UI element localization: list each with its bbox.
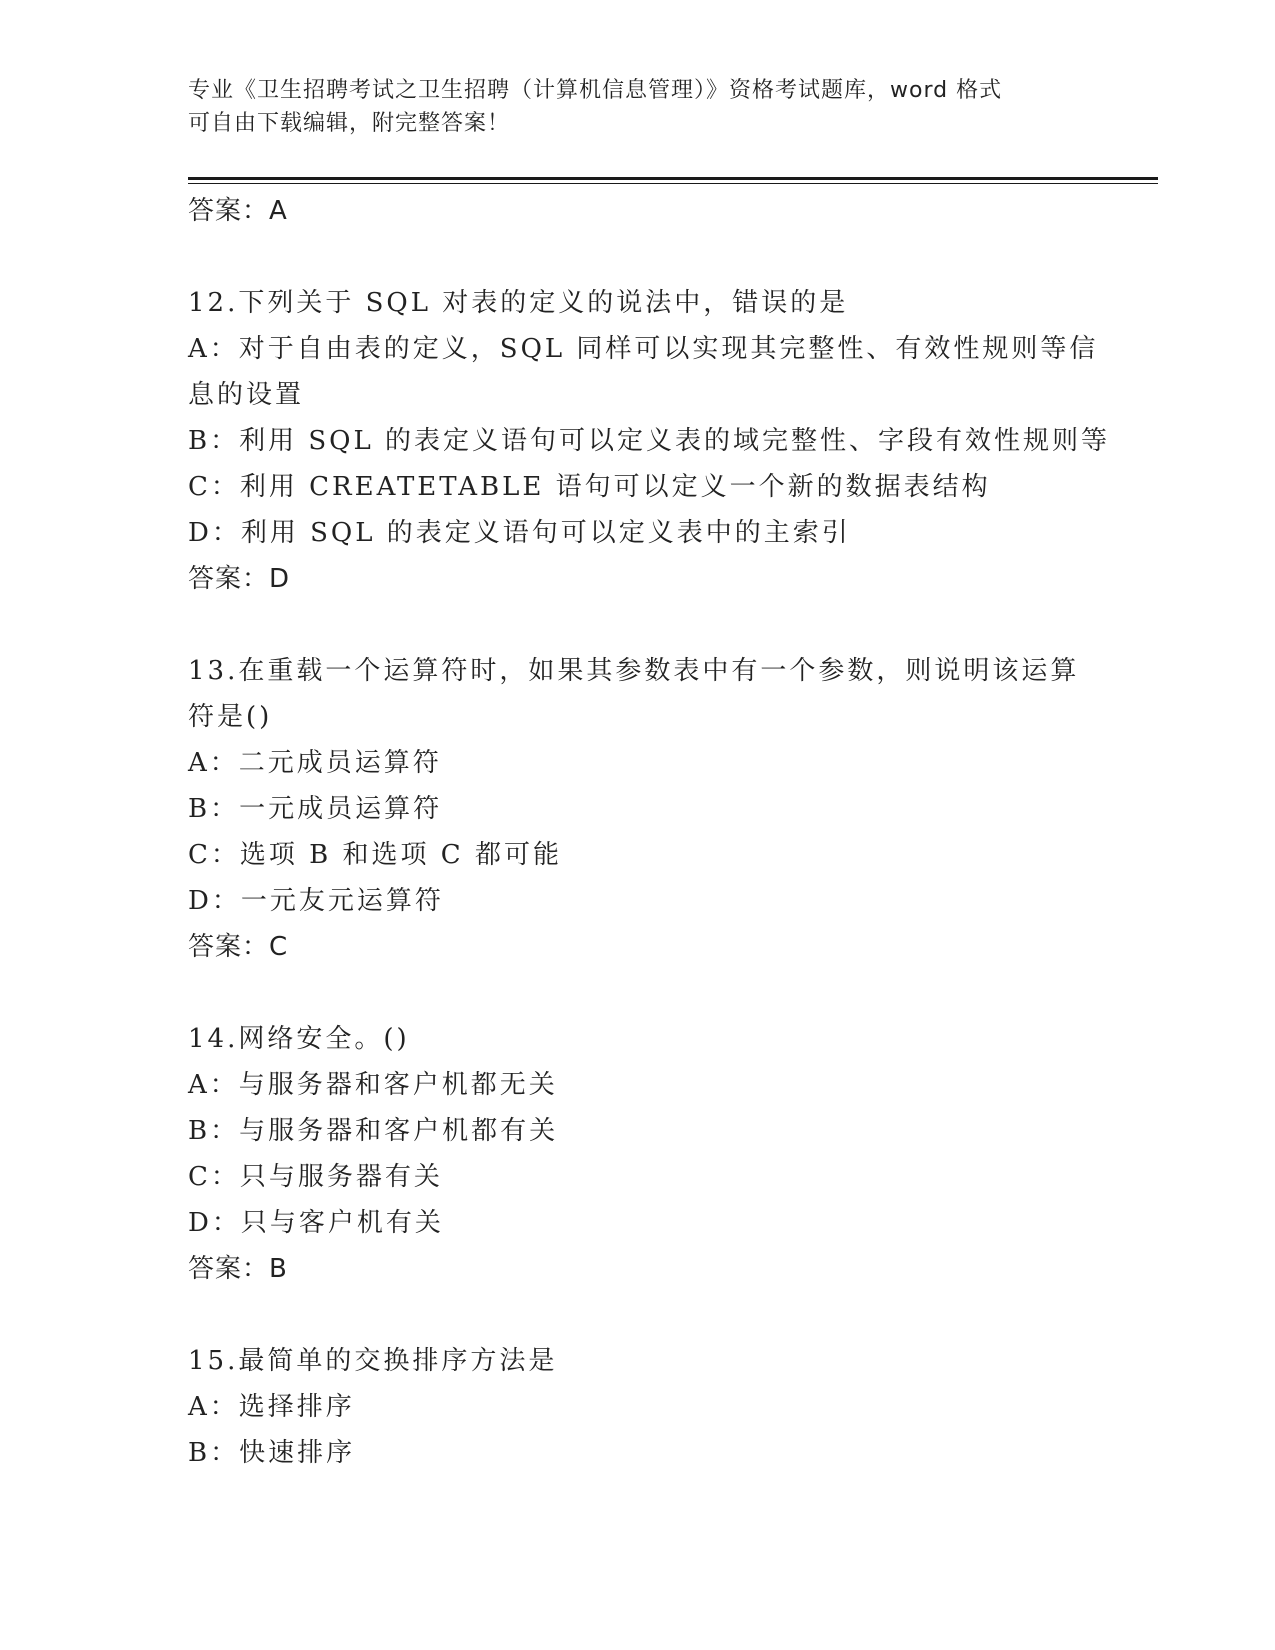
answer: 答案：C	[188, 932, 289, 962]
option-d: D：一元友元运算符	[188, 886, 444, 916]
question-title-continued: 符是()	[188, 702, 273, 732]
question-title: 14.网络安全。()	[188, 1024, 410, 1054]
option-a: A：二元成员运算符	[188, 748, 442, 778]
question-title: 13.在重载一个运算符时，如果其参数表中有一个参数，则说明该运算	[188, 656, 1080, 686]
option-a-continued: 息的设置	[188, 380, 305, 410]
question-14	[188, 1016, 1088, 1292]
question-content	[188, 188, 1111, 1476]
option-c: C：选项 B 和选项 C 都可能	[188, 840, 562, 870]
header-line-1: 专业《卫生招聘考试之卫生招聘（计算机信息管理）》资格考试题库，word 格式	[188, 78, 1003, 103]
option-c: C：只与服务器有关	[188, 1162, 443, 1192]
option-d: D：只与客户机有关	[188, 1208, 444, 1238]
question-title: 15.最简单的交换排序方法是	[188, 1346, 558, 1376]
spacer	[188, 234, 1088, 280]
question-title: 12.下列关于 SQL 对表的定义的说法中，错误的是	[188, 288, 849, 318]
option-a: A：与服务器和客户机都无关	[188, 1070, 558, 1100]
question-13	[188, 648, 1088, 970]
option-a: A：选择排序	[188, 1392, 355, 1422]
document-header	[188, 74, 1068, 140]
question-12	[188, 280, 1111, 602]
option-c: C：利用 CREATETABLE 语句可以定义一个新的数据表结构	[188, 472, 991, 502]
header-divider-thick	[188, 177, 1158, 180]
question-15	[188, 1338, 1088, 1476]
spacer	[188, 602, 1088, 648]
option-b: B：利用 SQL 的表定义语句可以定义表的域完整性、字段有效性规则等	[188, 426, 1111, 456]
spacer	[188, 1292, 1088, 1338]
spacer	[188, 970, 1088, 1016]
option-b: B：快速排序	[188, 1438, 356, 1468]
option-b: B：一元成员运算符	[188, 794, 443, 824]
option-d: D：利用 SQL 的表定义语句可以定义表中的主索引	[188, 518, 851, 548]
option-b: B：与服务器和客户机都有关	[188, 1116, 559, 1146]
header-line-2: 可自由下载编辑，附完整答案！	[188, 111, 511, 136]
option-a: A：对于自由表的定义，SQL 同样可以实现其完整性、有效性规则等信	[188, 334, 1099, 364]
answer: 答案：B	[188, 1254, 288, 1284]
answer: 答案：D	[188, 564, 291, 594]
header-divider-thin	[188, 183, 1158, 184]
previous-answer: 答案：A	[188, 196, 288, 226]
